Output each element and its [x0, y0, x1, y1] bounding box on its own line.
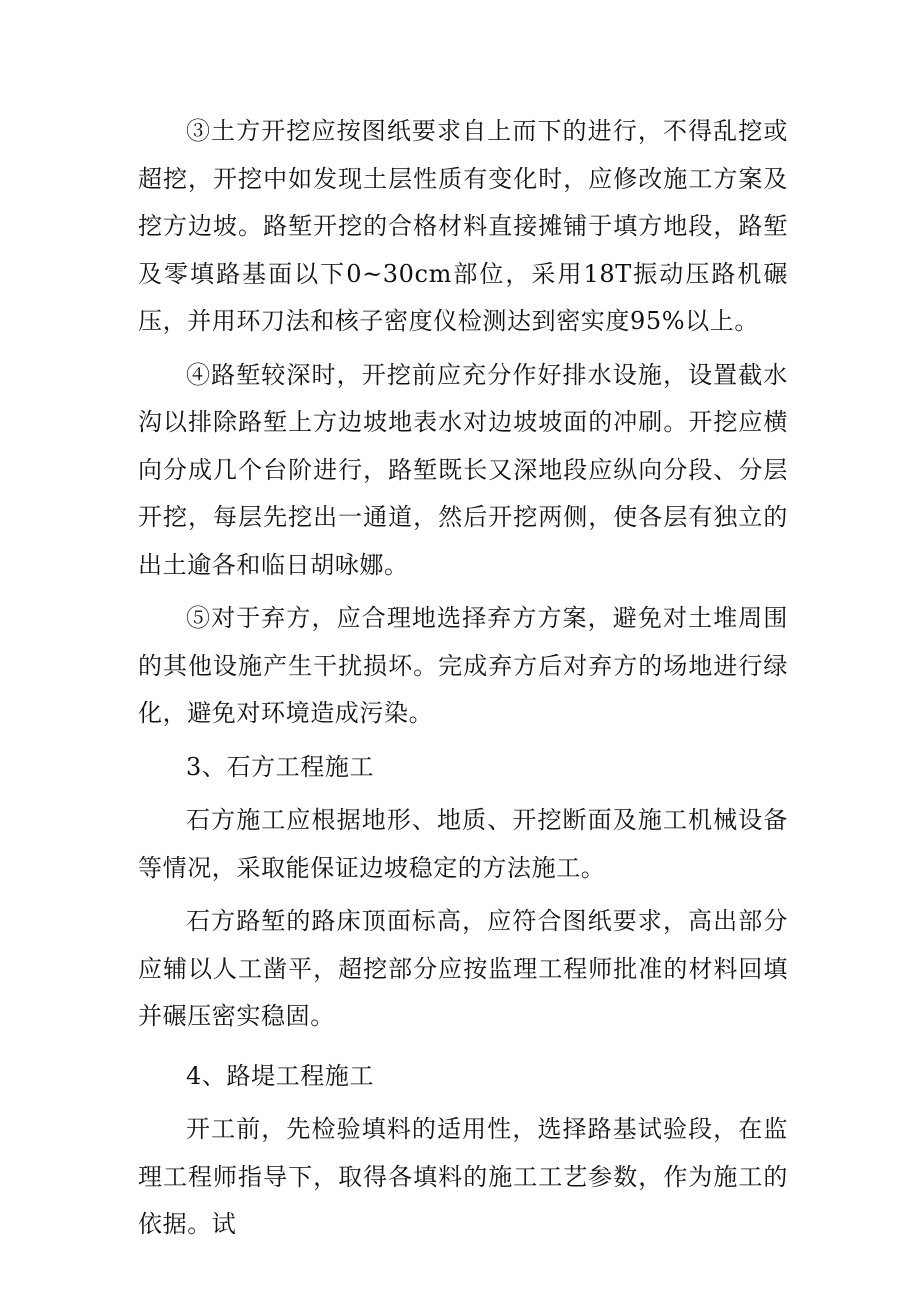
section-heading-embankment: 4、路堤工程施工: [186, 1061, 375, 1090]
paragraph-subgrade-elevation: 石方路堑的路床顶面标高，应符合图纸要求，高出部分应辅以人工凿平，超挖部分应按监理工程师批准的材料回填并碾压密实稳固。: [138, 907, 788, 1030]
paragraph-rock-construction: 石方施工应根据地形、地质、开挖断面及施工机械设备等情况，采取能保证边坡稳定的方法施工。: [138, 806, 788, 882]
paragraph-deep-cutting: ④路堑较深时，开挖前应充分作好排水设施，设置截水沟以排除路堑上方边坡地表水对边坡坡面的冲刷。开挖应横向分成几个台阶进行，路堑既长又深地段应纵向分段、分层开挖，每层先挖出一通道，然后开挖两侧，使各层有独立的出土逾各和临日胡咏娜。: [138, 360, 788, 579]
section-heading-rock-works: 3、石方工程施工: [186, 752, 375, 781]
paragraph-excavation-order: ③土方开挖应按图纸要求自上而下的进行，不得乱挖或超挖，开挖中如发现土层性质有变化时，应修改施工方案及挖方边坡。路堑开挖的合格材料直接摊铺于填方地段，路堑及零填路基面以下0~30cm部位，采用18T振动压路机碾压，并用环刀法和核子密度仪检测达到密实度95%以上。: [138, 117, 788, 335]
paragraph-spoil-disposal: ⑤对于弃方，应合理地选择弃方方案，避免对土堆周围的其他设施产生干扰损坏。完成弃方后对弃方的场地进行绿化，避免对环境造成污染。: [138, 604, 788, 727]
document-body: [138, 108, 788, 1249]
paragraph-fill-testing: 开工前，先检验填料的适用性，选择路基试验段，在监理工程师指导下，取得各填料的施工工艺参数，作为施工的依据。试: [138, 1115, 788, 1238]
